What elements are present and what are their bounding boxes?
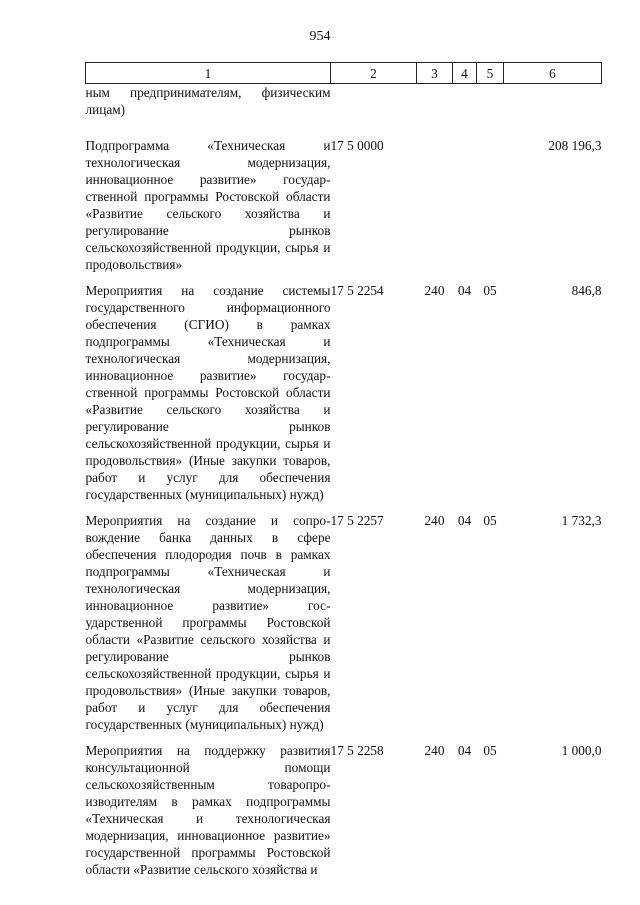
- row-code: 17 5 2257: [330, 513, 384, 528]
- row-code: 17 5 2254: [330, 283, 384, 298]
- column-header-2: 2: [331, 63, 417, 84]
- column-header-3: 3: [417, 63, 453, 84]
- column-header-1: 1: [86, 63, 331, 84]
- row-col3: 240: [424, 513, 445, 528]
- row-amount: 1 000,0: [561, 743, 602, 758]
- column-header-6: 6: [504, 63, 602, 84]
- row-col5: 05: [483, 283, 497, 298]
- row-amount: 208 196,3: [548, 138, 602, 153]
- row-description: Мероприятия на создание и сопровождение банка данных в сфере обеспечения плодородия почв в рамках подпрограммы «Техническая и технологическая модернизация, инновационное развитие» государственной программы Ростовской области «Развитие сельского хозяйства и регулирование рынков сельскохозяйственной продукции, сырья и продовольствия» (Иные закупки товаров, работ и услуг для обеспечения государственных (муниципальных) нужд): [85, 513, 331, 732]
- row-col3: [417, 84, 453, 138]
- row-col4: 04: [457, 513, 472, 528]
- row-col4: [453, 137, 477, 282]
- row-code: 17 5 2258: [330, 743, 384, 758]
- row-amount: 1 732,3: [561, 513, 602, 528]
- row-code: [331, 84, 417, 138]
- row-amount: [504, 84, 602, 138]
- row-description: Мероприятия на поддержку развития консультационной помощи сельскохозяйственным товаропроизводителям в рамках подпрограммы «Техническая и технологическая модернизация, инновационное развитие» государственной программы Ростовской области «Развитие сельского хозяйства и: [85, 743, 331, 877]
- column-header-5: 5: [477, 63, 504, 84]
- row-description: Подпрограмма «Техническая и технологическая модернизация, инновационное развитие» государственной программы Ростовской области «Развитие сельского хозяйства и регулирование рынков сельскохозяйственной продукции, сырья и продовольствия»: [85, 138, 331, 272]
- row-col3: [417, 137, 453, 282]
- row-description: Мероприятия на создание системы государственного информационного обеспечения (СГИО) в рамках подпрограммы «Техническая и технологическая модернизация, инновационное развитие» государственной программы Ростовской области «Развитие сельского хозяйства и регулирование рынков сельскохозяйственной продукции, сырья и продовольствия» (Иные закупки товаров, работ и услуг для обеспечения государственных (муниципальных) нужд): [85, 283, 331, 502]
- page-number: 954: [309, 29, 331, 44]
- table-row: [86, 512, 602, 742]
- table-row: [86, 282, 602, 512]
- row-col5: 05: [483, 513, 497, 528]
- table-row: [86, 742, 602, 878]
- row-amount: 846,8: [571, 283, 602, 298]
- table-row: [86, 84, 602, 138]
- row-col4: [453, 84, 477, 138]
- row-code: 17 5 0000: [330, 138, 384, 153]
- column-header-4: 4: [453, 63, 477, 84]
- row-col5: [477, 84, 504, 138]
- row-col3: 240: [424, 283, 445, 298]
- row-description: ным предпринимателям, физическим лицам): [85, 85, 331, 117]
- table-row: [86, 137, 602, 282]
- budget-table: [85, 62, 602, 878]
- row-col4: 04: [457, 283, 472, 298]
- row-col3: 240: [424, 743, 445, 758]
- table-header-row: [86, 63, 602, 84]
- row-col5: [477, 137, 504, 282]
- row-col4: 04: [457, 743, 472, 758]
- row-col5: 05: [483, 743, 497, 758]
